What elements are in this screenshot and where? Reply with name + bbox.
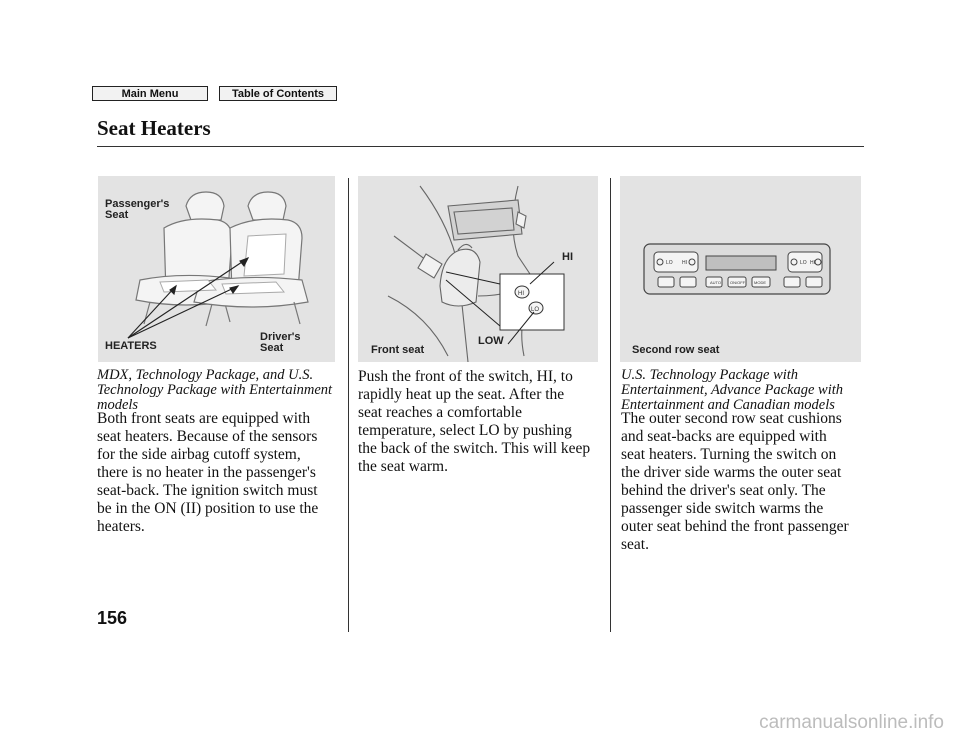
table-of-contents-button[interactable]: Table of Contents <box>219 86 337 101</box>
svg-text:HI: HI <box>518 291 524 297</box>
low-label: LOW <box>478 335 504 347</box>
svg-text:LO: LO <box>800 260 807 266</box>
front-seat-switch-illustration <box>358 176 598 362</box>
svg-text:AUTO: AUTO <box>710 280 722 285</box>
main-menu-button[interactable]: Main Menu <box>92 86 208 101</box>
middle-column-body: Push the front of the switch, HI, to rapidly heat up the seat. After the seat reaches a comfortable temperature, select LO by pushing the back of the switch. This will keep the seat warm. <box>358 368 591 475</box>
svg-text:ON/OFF: ON/OFF <box>730 280 746 285</box>
svg-text:LO: LO <box>531 307 540 313</box>
svg-text:MODE: MODE <box>754 280 766 285</box>
passenger-seat-label: Passenger's Seat <box>105 198 170 221</box>
page-title: Seat Heaters <box>97 116 211 140</box>
left-column-body: Both front seats are equipped with seat heaters. Because of the sensors for the side airbag cutoff system, there is no heater in the passenger's seat-back. The ignition switch must be in the ON (II) position to use the heaters. <box>97 410 319 535</box>
right-column-body: The outer second row seat cushions and seat-backs are equipped with seat heaters. Turning the switch on the driver side warms the outer seat behind the driver's seat only. The passenger side switch warms the outer seat behind the front passenger seat. <box>621 410 849 553</box>
front-seats-illustration <box>98 176 335 362</box>
second-row-seat-illustration <box>620 176 861 362</box>
watermark: carmanualsonline.info <box>759 712 944 733</box>
left-column-caption: MDX, Technology Package, and U.S. Technology Package with Entertainment models <box>97 367 333 413</box>
column-divider-right <box>610 178 611 632</box>
hi-label: HI <box>562 251 573 263</box>
column-divider-left <box>348 178 349 632</box>
svg-text:HI: HI <box>682 260 687 266</box>
second-row-seat-caption: Second row seat <box>632 344 720 356</box>
driver-seat-label: Driver's Seat <box>260 331 301 354</box>
svg-text:HI: HI <box>810 260 815 266</box>
svg-text:LO: LO <box>666 260 673 266</box>
page-number: 156 <box>97 608 128 628</box>
heaters-label: HEATERS <box>105 340 157 352</box>
title-divider <box>97 146 864 147</box>
right-column-caption: U.S. Technology Package with Entertainment, Advance Package with Entertainment and Canadian models <box>621 367 844 413</box>
front-seat-caption: Front seat <box>371 344 425 356</box>
rear-control-panel-drawing <box>620 176 861 362</box>
